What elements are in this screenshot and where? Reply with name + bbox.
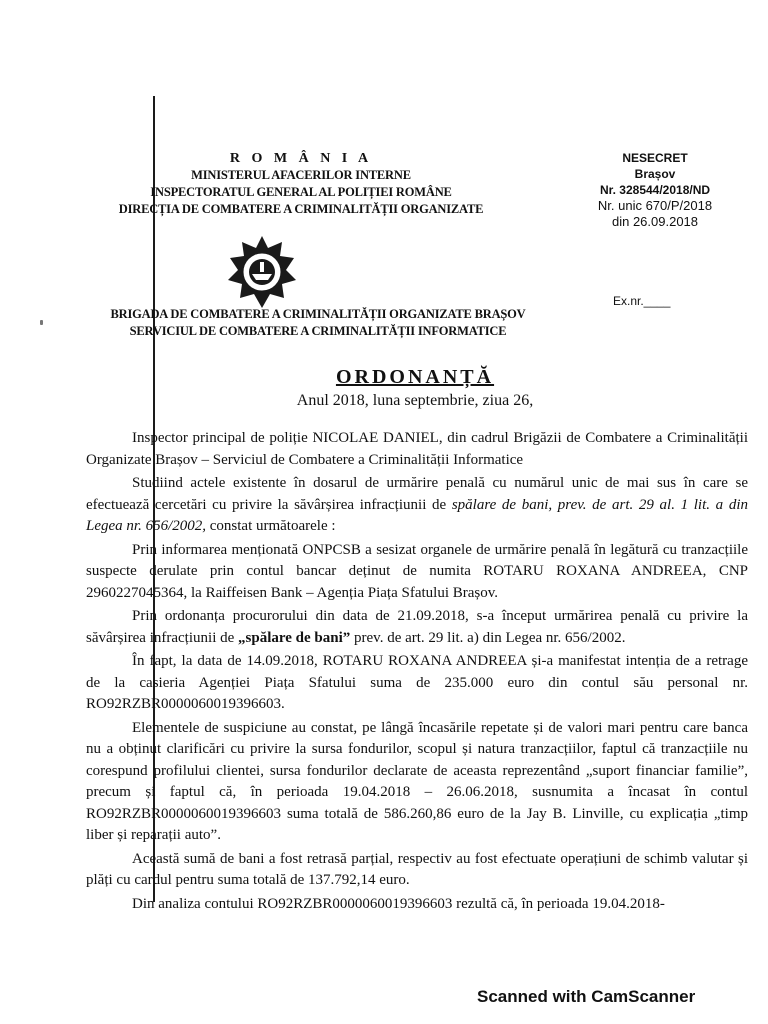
police-emblem-icon xyxy=(222,232,302,312)
paragraph-notification: Prin informarea menționată ONPCSB a sesizat organele de urmărire penală în legătură cu tranzacțiile suspecte derulate prin contul bancar deținut de numita ROTARU ROXANA ANDREEA, CNP 2960227045364, la Raiffeisen Bank – Agenția Piața Sfatului Brașov. xyxy=(86,541,748,601)
document-subtitle: Anul 2018, luna septembrie, ziua 26, xyxy=(296,392,534,409)
paragraph-withdrawal: Această sumă de bani a fost retrasă parțial, respectiv au fost efectuate operațiuni de schimb valutar și plăți cu cardul pentru suma totală de 137.792,14 euro. xyxy=(86,850,748,888)
offense-reference: spălare de bani, prev. de art. 29 al. 1 lit. a din Legea nr. 656/2002, xyxy=(86,496,748,534)
paragraph-suspicion: Elementele de suspiciune au constat, pe lângă încasările repetate și de valori mari pentru care banca nu a obținut clarificări cu privire la sursa fondurilor, scopul și natura tranzacțiilor, faptul că tranzacțiile nu corespund profilului clientei, sursa fondurilor declarate de aceasta reprezentând „suport financiar familie”, precum și faptul că, în perioada 19.04.2018 – 26.06.2018, susnumita a încasat în contul RO92RZBR0000060019396603 suma totală de 586.260,86 euro de la Jay B. Linville, cu explicația „timp liber și reparații auto”. xyxy=(86,719,748,843)
paragraph-ordinance xyxy=(86,606,748,649)
scanner-watermark: Scanned with CamScanner xyxy=(477,987,696,1006)
paragraph-study xyxy=(86,473,748,538)
ministry-name: MINISTERUL AFACERILOR INTERNE xyxy=(191,168,411,182)
classification-level: NESECRET xyxy=(622,151,688,165)
paragraph-study-text: Studiind actele existente în dosarul de urmărire penală cu numărul unic de mai sus în care se efectuează cercetări cu privire la săvârșirea infracțiunii de xyxy=(86,475,748,513)
unique-number: Nr. unic 670/P/2018 xyxy=(597,198,713,213)
paragraph-ordinance-end: prev. de art. 29 lit. a) din Legea nr. 656/2002. xyxy=(350,629,626,646)
paragraph-ordinance-text: Prin ordonanța procurorului din data de 21.09.2018, s-a început urmărirea penală cu privire la săvârșirea infracțiunii de xyxy=(86,608,748,646)
country-name: R O M Â N I A xyxy=(229,151,373,166)
scan-speck xyxy=(40,320,43,325)
document-body xyxy=(86,428,748,915)
document-date: din 26.09.2018 xyxy=(611,214,699,229)
paragraph-officer: Inspector principal de poliție NICOLAE DANIEL, din cadrul Brigăzii de Combatere a Criminalității Organizate Brașov – Serviciul de Combatere a Criminalității Informatice xyxy=(86,430,748,468)
document-title: ORDONANȚĂ xyxy=(335,366,495,388)
paragraph-analysis: Din analiza contului RO92RZBR0000060019396603 rezultă că, în perioada 19.04.2018- xyxy=(132,895,665,912)
unit-header xyxy=(88,306,548,340)
page-bottom-margin xyxy=(0,930,768,1024)
classification-block xyxy=(560,150,750,230)
paragraph-study-end: constat următoarele : xyxy=(206,518,336,534)
inspectorate-name: INSPECTORATUL GENERAL AL POLIȚIEI ROMÂNE xyxy=(150,185,452,199)
paragraph-facts: În fapt, la data de 14.09.2018, ROTARU ROXANA ANDREEA și-a manifestat intenția de a retrage de la casieria Agenției Piața Sfatului suma de 235.000 euro din contul său personal nr. RO92RZBR0000060019396603. xyxy=(86,653,748,712)
copy-number: Ex.nr.____ xyxy=(613,294,671,308)
registration-number: Nr. 328544/2018/ND xyxy=(599,183,711,197)
brigade-name: BRIGADA DE COMBATERE A CRIMINALITĂȚII ORGANIZATE BRAȘOV xyxy=(110,307,526,321)
service-name: SERVICIUL DE COMBATERE A CRIMINALITĂȚII INFORMATICE xyxy=(129,324,507,338)
institution-header xyxy=(86,150,516,218)
classification-city: Brașov xyxy=(634,167,676,181)
offense-name: „spălare de bani” xyxy=(238,629,351,646)
directorate-name: DIRECȚIA DE COMBATERE A CRIMINALITĂȚII ORGANIZATE xyxy=(118,202,484,216)
